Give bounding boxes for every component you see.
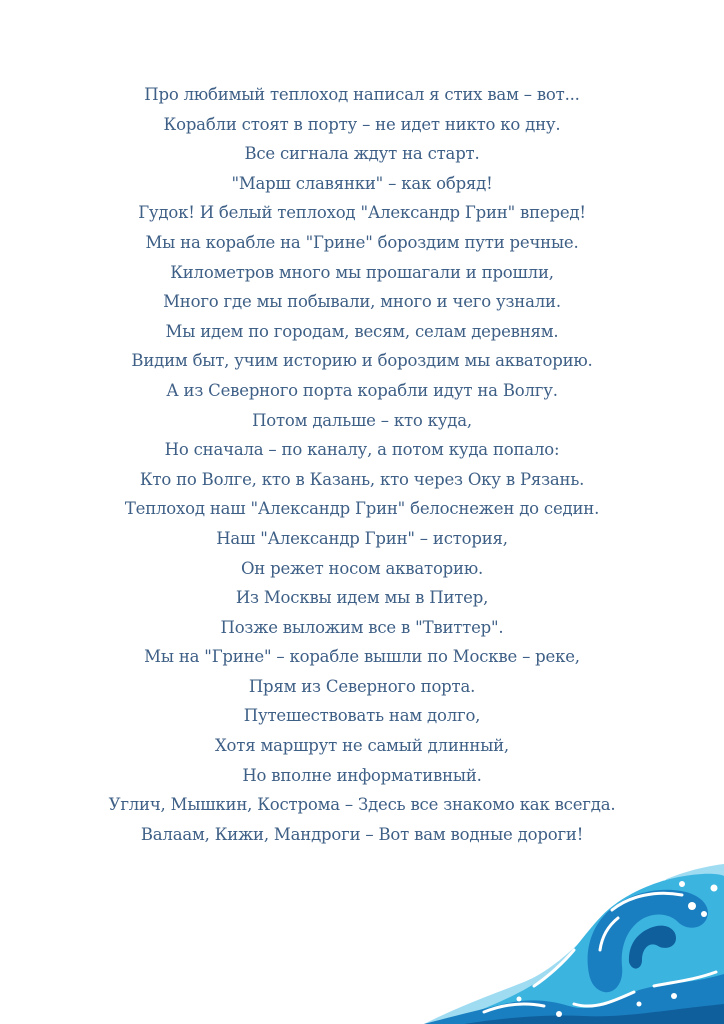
poem-line: Мы на "Грине" – корабле вышли по Москве – реке, [144,647,580,667]
poem-line: Прям из Северного порта. [248,676,476,696]
poem-line: Кто по Волге, кто в Казань, кто через Оку в Рязань. [139,469,585,489]
poem-line: Наш "Александр Грин" – история, [216,528,508,548]
poem-line: Теплоход наш "Александр Грин" белоснежен до седин. [124,499,600,519]
poem-line: Километров много мы прошагали и прошли, [170,262,554,282]
poem-line: Мы идем по городам, весям, селам деревням. [165,321,559,341]
poem-line: Корабли стоят в порту – не идет никто ко дну. [163,114,561,134]
poem-line: Все сигнала ждут на старт. [244,144,480,164]
poem-line: Про любимый теплоход написал я стих вам – вот... [144,85,580,104]
poem-line: Гудок! И белый теплоход "Александр Грин" вперед! [138,203,586,223]
poem-line: Много где мы побывали, много и чего узнали. [163,292,561,312]
poem-line: Потом дальше – кто куда, [252,410,472,430]
poem-line: Путешествовать нам долго, [243,706,481,726]
poem-line: Позже выложим все в "Твиттер". [220,617,504,637]
poem-line: Но сначала – по каналу, а потом куда попало: [164,440,560,460]
poem-text [0,80,724,849]
poem-line: Хотя маршрут не самый длинный, [215,736,509,756]
poem-line: А из Северного порта корабли идут на Волгу. [166,380,558,400]
ocean-wave-icon [424,854,724,1024]
poem-line: Мы на корабле на "Грине" бороздим пути речные. [145,232,579,252]
poem-line: Валаам, Кижи, Мандроги – Вот вам водные дороги! [140,824,584,844]
poem-line: Видим быт, учим историю и бороздим мы акваторию. [131,351,593,371]
poem-line: "Марш славянки" – как обряд! [231,173,493,193]
poem-line: Углич, Мышкин, Кострома – Здесь все знакомо как всегда. [108,795,616,815]
poem-line: Но вполне информативный. [242,765,482,785]
poem-line: Из Москвы идем мы в Питер, [235,588,489,608]
poem-line: Он режет носом акваторию. [240,558,484,578]
